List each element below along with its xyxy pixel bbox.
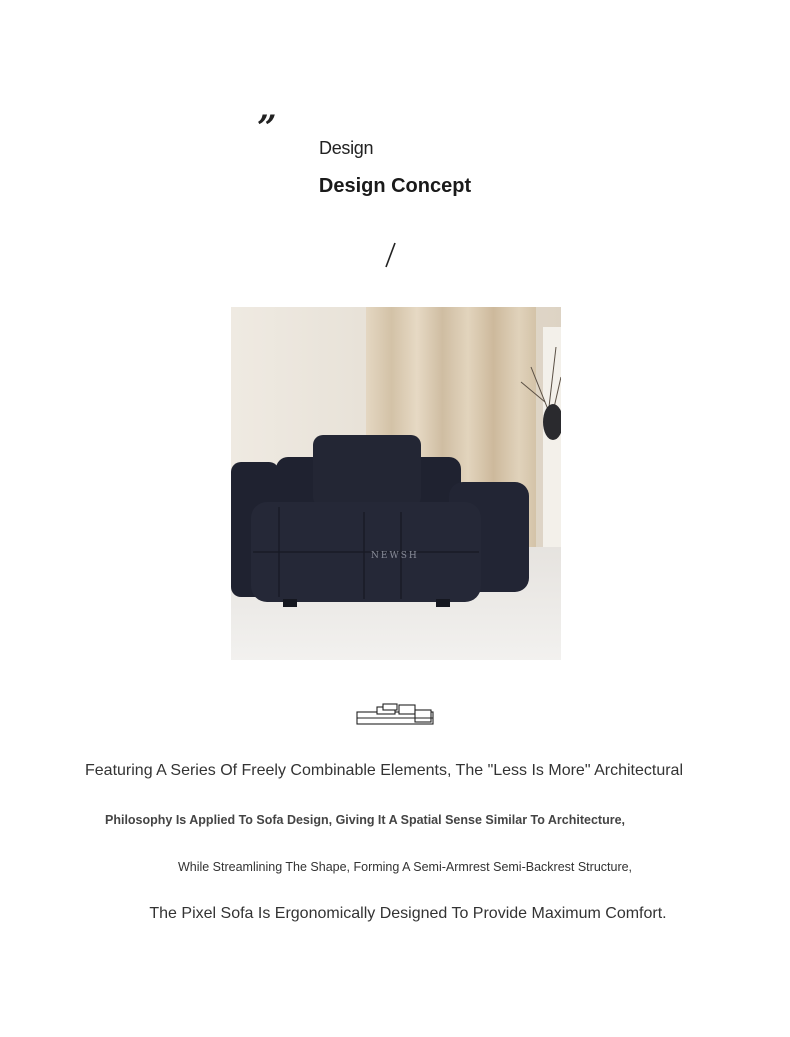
body-text-line-2: Philosophy Is Applied To Sofa Design, Giving It A Spatial Sense Similar To Architecture, [105, 813, 625, 827]
slash-divider-icon [380, 240, 400, 270]
body-text-line-4: The Pixel Sofa Is Ergonomically Designed To Provide Maximum Comfort. [149, 905, 667, 922]
page-title: Design Concept [318, 175, 472, 197]
design-label: Design [319, 138, 374, 158]
sofa-photo [231, 307, 561, 660]
sofa-outline-icon [355, 700, 435, 728]
body-text-line-3: While Streamlining The Shape, Forming A Semi-Armrest Semi-Backrest Structure, [177, 860, 633, 874]
quote-mark-icon: ” [257, 108, 275, 148]
body-text-line-1: Featuring A Series Of Freely Combinable Elements, The "Less Is More" Architectural [85, 762, 683, 779]
photo-watermark: NEWSH [371, 551, 419, 561]
